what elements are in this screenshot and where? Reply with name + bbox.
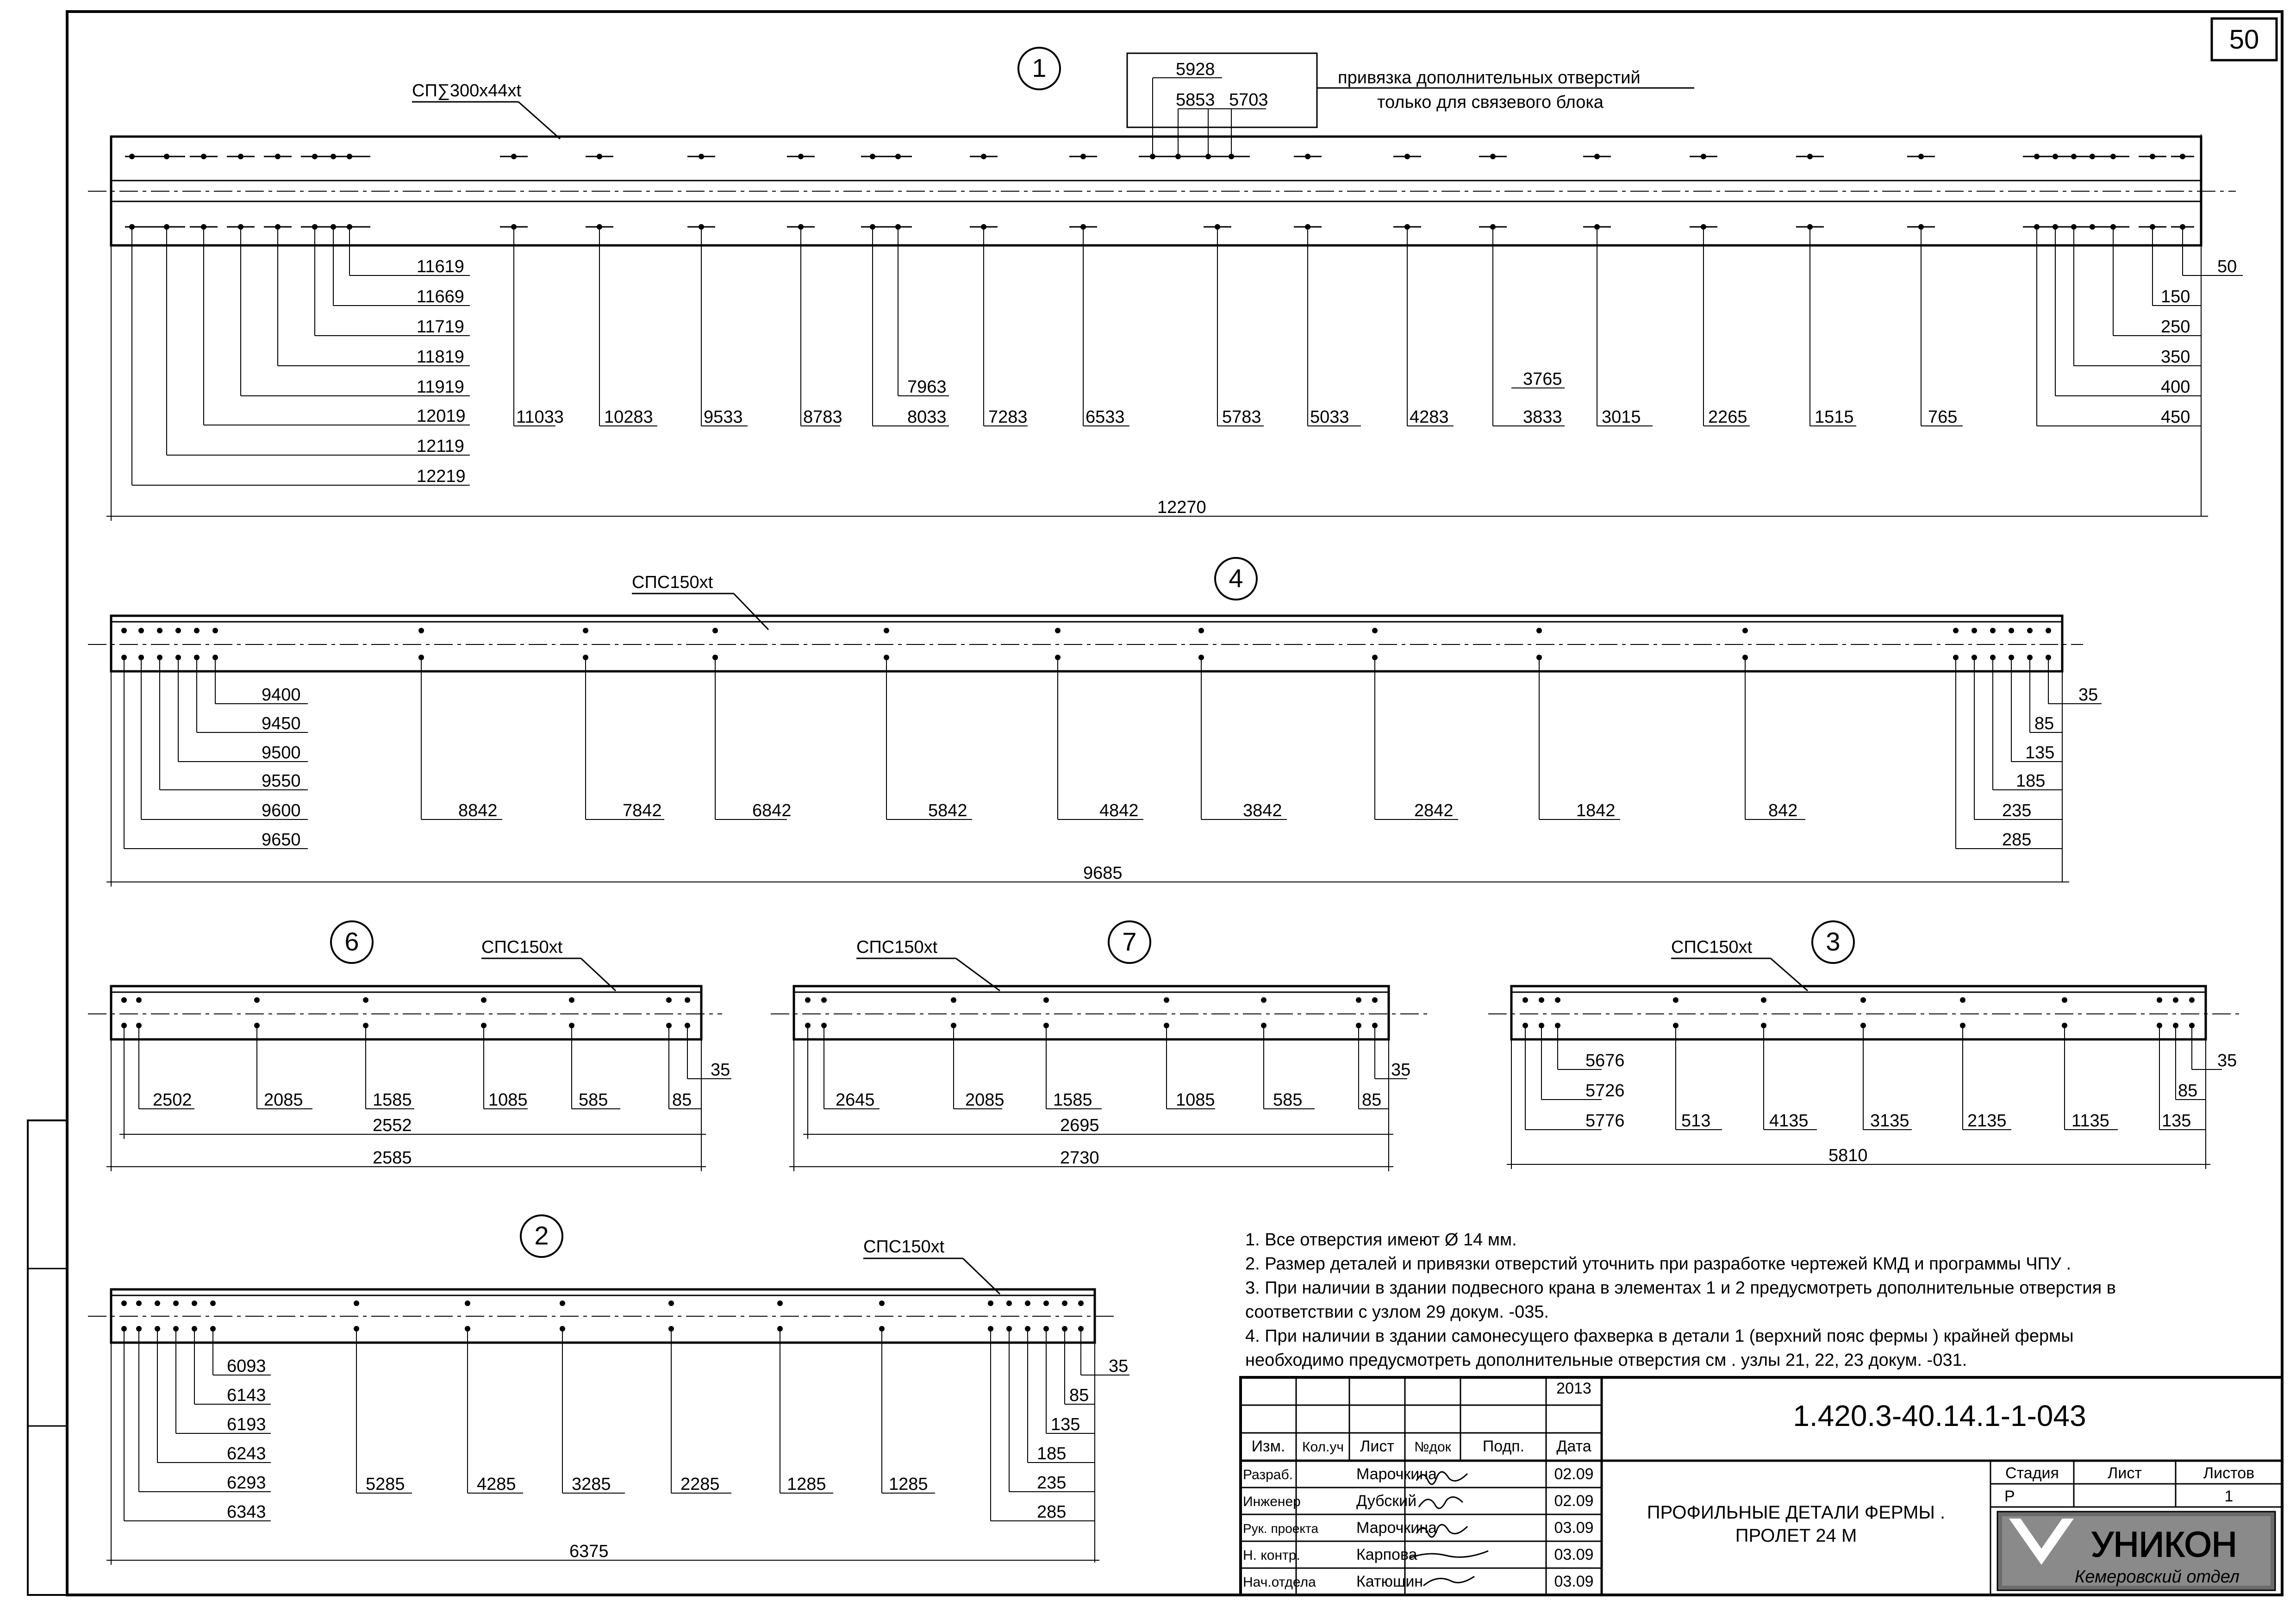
d4-left-dim-4: 9600 bbox=[262, 801, 301, 820]
d1-mid-dim-7: 6533 bbox=[1086, 407, 1125, 427]
d3-mid-dim-4: 1135 bbox=[2071, 1111, 2109, 1131]
d1-left-dim-0: 11619 bbox=[417, 257, 464, 276]
stamp-date-3: 03.09 bbox=[1554, 1546, 1594, 1563]
d3-right-dim-2: 135 bbox=[2162, 1111, 2191, 1131]
d7-mid-dim-2: 1585 bbox=[1053, 1090, 1092, 1110]
note-1: 1. Все отверстия имеют Ø 14 мм. bbox=[1245, 1230, 1517, 1250]
d6-mid-dim-0: 2502 bbox=[153, 1090, 192, 1110]
d3-total: 5810 bbox=[1828, 1146, 1868, 1165]
callout-dim-3: 5703 bbox=[1229, 90, 1268, 110]
callout-dim-2: 5853 bbox=[1176, 90, 1215, 110]
detail-7 bbox=[771, 921, 1430, 1171]
detail-6-number: 6 bbox=[344, 927, 359, 956]
d4-mid-dim-5: 3842 bbox=[1243, 801, 1282, 820]
d1-mid-dim-2: 9533 bbox=[704, 407, 743, 427]
d1-right-dim-3: 350 bbox=[2161, 347, 2190, 367]
d4-left-dim-1: 9450 bbox=[262, 714, 301, 733]
d2-right-dim-1: 85 bbox=[1069, 1386, 1089, 1405]
d1-right-dim-5: 450 bbox=[2161, 407, 2190, 427]
d3-mid-dim-0: 513 bbox=[1681, 1111, 1711, 1131]
d3-mid-dim-3: 2135 bbox=[1967, 1111, 2007, 1131]
d2-left-dim-1: 6143 bbox=[227, 1386, 266, 1405]
d7-mid-dim-5: 85 bbox=[1362, 1090, 1382, 1110]
d1-right-dim-1: 150 bbox=[2161, 287, 2190, 306]
d2-mid-dim-5: 1285 bbox=[889, 1475, 928, 1494]
detail-7-profile: СПС150xt bbox=[856, 938, 938, 957]
d1-left-dim-1: 11669 bbox=[417, 287, 464, 306]
detail-3-profile: СПС150xt bbox=[1671, 938, 1753, 957]
notes bbox=[1245, 1230, 2116, 1370]
d1-left-dim-5: 12019 bbox=[417, 406, 466, 426]
note-4a: 4. При наличии в здании самонесущего фахверка в детали 1 (верхний пояс фермы ) крайней фермы bbox=[1245, 1326, 2074, 1346]
d4-right-dim-3: 185 bbox=[2016, 771, 2046, 791]
d1-left-dim-3: 11819 bbox=[417, 347, 464, 367]
d3-left-dim-1: 5726 bbox=[1585, 1081, 1625, 1100]
stamp-hdr-5: Дата bbox=[1556, 1438, 1591, 1455]
stamp-hdr-4: Подп. bbox=[1482, 1438, 1525, 1455]
sheets-value: 1 bbox=[2224, 1488, 2234, 1505]
d3-right-dim-1: 85 bbox=[2178, 1081, 2198, 1100]
detail-1-mid-dim-lines bbox=[514, 227, 1963, 426]
department-name: Кемеровский отдел bbox=[2075, 1567, 2240, 1587]
d1-mid-dim-5: 8033 bbox=[907, 407, 947, 427]
d2-right-dim-5: 285 bbox=[1037, 1502, 1067, 1522]
d7-mid-dim-1: 2085 bbox=[965, 1090, 1004, 1110]
d4-right-dim-0: 35 bbox=[2078, 685, 2098, 705]
detail-4-beam bbox=[111, 616, 2062, 671]
callout-text-2: только для связевого блока bbox=[1377, 93, 1603, 112]
d4-mid-dim-8: 842 bbox=[1768, 801, 1798, 820]
d3-left-dim-0: 5676 bbox=[1585, 1051, 1625, 1070]
detail-7-beam bbox=[794, 986, 1389, 1039]
d2-left-dim-0: 6093 bbox=[227, 1357, 266, 1376]
stamp-name-4: Катюшин bbox=[1356, 1573, 1423, 1590]
d2-total: 6375 bbox=[569, 1542, 609, 1561]
d3-left-dim-2: 5776 bbox=[1585, 1111, 1625, 1131]
d1-mid-dim-6: 7283 bbox=[988, 407, 1028, 427]
detail-6 bbox=[88, 921, 731, 1171]
d7-mid-dim-4: 585 bbox=[1273, 1090, 1303, 1110]
stage-label: Стадия bbox=[2005, 1464, 2059, 1482]
title-block bbox=[1241, 1377, 2282, 1595]
d1-mid-dim-11: 3765 bbox=[1523, 369, 1562, 389]
d7-mid-dim-0: 2645 bbox=[836, 1090, 875, 1110]
d6-mid-dim-3: 1085 bbox=[488, 1090, 528, 1110]
detail-3 bbox=[1488, 921, 2240, 1169]
detail-1-number: 1 bbox=[1032, 53, 1047, 82]
d1-right-dim-0: 50 bbox=[2217, 257, 2237, 276]
stamp-hdr-3: №док bbox=[1414, 1439, 1451, 1455]
detail-4-dim-lines bbox=[106, 657, 2102, 887]
callout-dim-1: 5928 bbox=[1176, 60, 1215, 79]
d4-mid-dim-3: 5842 bbox=[928, 801, 967, 820]
detail-6-holes bbox=[121, 997, 690, 1028]
detail-6-profile: СПС150xt bbox=[481, 938, 563, 957]
d4-left-dim-5: 9650 bbox=[262, 830, 301, 850]
sheet-title-2: ПРОЛЕТ 24 М bbox=[1735, 1525, 1857, 1546]
stamp-name-2: Марочкина bbox=[1356, 1519, 1437, 1537]
stamp-role-3: Н. контр. bbox=[1243, 1548, 1300, 1563]
d2-mid-dim-4: 1285 bbox=[787, 1475, 826, 1494]
d4-total: 9685 bbox=[1083, 863, 1123, 883]
d2-right-dim-3: 185 bbox=[1037, 1444, 1067, 1463]
d4-mid-dim-4: 4842 bbox=[1099, 801, 1139, 820]
d6-mid-dim-2: 1585 bbox=[373, 1090, 412, 1110]
note-3b: соответствии с узлом 29 докум. -035. bbox=[1245, 1302, 1549, 1322]
d1-left-dim-7: 12219 bbox=[417, 467, 466, 486]
page-number: 50 bbox=[2229, 25, 2259, 55]
stamp-hdr-2: Лист bbox=[1360, 1438, 1394, 1455]
d7-mid-dim-3: 1085 bbox=[1176, 1090, 1215, 1110]
sheet-code: 1.420.3-40.14.1-1-043 bbox=[1793, 1399, 2086, 1432]
d2-mid-dim-0: 5285 bbox=[366, 1475, 405, 1494]
detail-1-callout-box bbox=[1127, 53, 1317, 127]
callout-text-1: привязка дополнительных отверстий bbox=[1338, 68, 1641, 88]
d2-left-dim-2: 6193 bbox=[227, 1415, 266, 1434]
d7-sub-total: 2695 bbox=[1060, 1116, 1099, 1135]
d6-mid-dim-5: 85 bbox=[672, 1090, 692, 1110]
detail-4 bbox=[88, 558, 2102, 887]
detail-4-number: 4 bbox=[1229, 563, 1243, 593]
d4-right-dim-2: 135 bbox=[2025, 743, 2055, 763]
d1-mid-dim-12: 3833 bbox=[1523, 407, 1562, 427]
detail-3-beam bbox=[1511, 986, 2206, 1039]
d2-right-dim-0: 35 bbox=[1109, 1357, 1129, 1376]
sheet-label: Лист bbox=[2108, 1464, 2142, 1482]
sheet-year: 2013 bbox=[1556, 1380, 1591, 1397]
stamp-date-1: 02.09 bbox=[1554, 1492, 1594, 1510]
detail-7-number: 7 bbox=[1122, 927, 1137, 956]
d1-mid-dim-13: 3015 bbox=[1602, 407, 1641, 427]
stamp-date-2: 03.09 bbox=[1554, 1519, 1594, 1537]
d1-mid-dim-9: 5033 bbox=[1310, 407, 1349, 427]
stamp-role-0: Разраб. bbox=[1243, 1467, 1293, 1482]
note-4b: необходимо предусмотреть дополнительные отверстия см . узлы 21, 22, 23 докум. -031. bbox=[1245, 1350, 1967, 1370]
stamp-name-0: Марочкина bbox=[1356, 1465, 1437, 1483]
detail-1 bbox=[88, 48, 2243, 521]
stage-value: Р bbox=[2004, 1488, 2015, 1505]
detail-2 bbox=[88, 1215, 1129, 1565]
d1-mid-dim-10: 4283 bbox=[1410, 407, 1449, 427]
stamp-role-1: Инженер bbox=[1243, 1494, 1301, 1509]
d2-right-dim-4: 235 bbox=[1037, 1473, 1067, 1493]
d4-mid-dim-0: 8842 bbox=[458, 801, 498, 820]
stamp-hdr-1: Кол.уч bbox=[1302, 1439, 1344, 1455]
stamp-date-4: 03.09 bbox=[1554, 1573, 1594, 1590]
d2-left-dim-4: 6293 bbox=[227, 1473, 266, 1493]
d6-mid-dim-1: 2085 bbox=[264, 1090, 303, 1110]
d1-mid-dim-3: 8783 bbox=[803, 407, 842, 427]
d4-mid-dim-6: 2842 bbox=[1414, 801, 1454, 820]
binding-strip bbox=[28, 1120, 67, 1595]
d4-left-dim-3: 9550 bbox=[262, 771, 301, 791]
detail-6-dim-lines bbox=[106, 1025, 731, 1171]
sheet-title-1: ПРОФИЛЬНЫЕ ДЕТАЛИ ФЕРМЫ . bbox=[1647, 1502, 1946, 1523]
d7-total: 2730 bbox=[1060, 1148, 1099, 1168]
detail-7-holes bbox=[805, 997, 1378, 1028]
detail-1-profile: СП∑300х44xt bbox=[412, 81, 522, 100]
d4-right-dim-1: 85 bbox=[2034, 714, 2054, 733]
detail-2-number: 2 bbox=[534, 1221, 549, 1250]
d4-mid-dim-7: 1842 bbox=[1576, 801, 1616, 820]
stamp-name-3: Карпова bbox=[1356, 1546, 1417, 1563]
stamp-role-2: Рук. проекта bbox=[1243, 1521, 1319, 1536]
d2-left-dim-3: 6243 bbox=[227, 1444, 266, 1463]
d4-mid-dim-1: 7842 bbox=[623, 801, 662, 820]
d6-right-dim-0: 35 bbox=[711, 1060, 730, 1080]
note-3a: 3. При наличии в здании подвесного крана в элементах 1 и 2 предусмотреть дополнительные отверстия в bbox=[1245, 1278, 2116, 1298]
d1-left-dim-6: 12119 bbox=[417, 437, 464, 456]
d1-right-dim-2: 250 bbox=[2161, 317, 2190, 337]
d3-mid-dim-2: 3135 bbox=[1870, 1111, 1909, 1131]
sheets-label: Листов bbox=[2203, 1464, 2255, 1482]
d1-total: 12270 bbox=[1157, 498, 1206, 517]
detail-3-number: 3 bbox=[1826, 927, 1841, 956]
d1-mid-dim-15: 1515 bbox=[1815, 407, 1854, 427]
d7-right-dim-0: 35 bbox=[1391, 1060, 1411, 1080]
d2-mid-dim-1: 4285 bbox=[477, 1475, 516, 1494]
d1-mid-dim-8: 5783 bbox=[1222, 407, 1261, 427]
d1-mid-dim-16: 765 bbox=[1928, 407, 1958, 427]
d1-mid-dim-0: 11033 bbox=[516, 407, 564, 427]
d1-mid-dim-1: 10283 bbox=[604, 407, 653, 427]
stamp-hdr-0: Изм. bbox=[1251, 1438, 1285, 1455]
d3-right-dim-0: 35 bbox=[2217, 1051, 2237, 1070]
d2-right-dim-2: 135 bbox=[1051, 1415, 1080, 1434]
stamp-date-0: 02.09 bbox=[1554, 1465, 1594, 1483]
d2-left-dim-5: 6343 bbox=[227, 1502, 266, 1522]
d2-mid-dim-3: 2285 bbox=[680, 1475, 720, 1494]
detail-2-profile: СПС150xt bbox=[863, 1237, 945, 1257]
stamp-name-1: Дубский bbox=[1356, 1492, 1417, 1510]
d4-left-dim-2: 9500 bbox=[262, 743, 301, 763]
d1-left-dim-2: 11719 bbox=[417, 317, 464, 337]
detail-6-beam bbox=[111, 986, 701, 1039]
d2-mid-dim-2: 3285 bbox=[572, 1475, 611, 1494]
d1-mid-dim-14: 2265 bbox=[1708, 407, 1747, 427]
note-2: 2. Размер деталей и привязки отверстий уточнить при разработке чертежей КМД и программы ЧПУ . bbox=[1245, 1254, 2071, 1274]
d6-sub-total: 2552 bbox=[373, 1116, 412, 1135]
d1-right-dim-4: 400 bbox=[2161, 377, 2190, 397]
detail-3-holes bbox=[1522, 997, 2195, 1028]
d4-right-dim-4: 235 bbox=[2002, 801, 2032, 820]
d4-mid-dim-2: 6842 bbox=[752, 801, 792, 820]
d1-left-dim-4: 11919 bbox=[417, 377, 464, 397]
d1-mid-dim-4: 7963 bbox=[907, 377, 947, 397]
detail-4-profile: СПС150xt bbox=[632, 573, 713, 592]
stamp-role-4: Нач.отдела bbox=[1243, 1575, 1316, 1590]
d6-mid-dim-4: 585 bbox=[579, 1090, 608, 1110]
d3-mid-dim-1: 4135 bbox=[1769, 1111, 1809, 1131]
d4-left-dim-0: 9400 bbox=[262, 685, 301, 705]
company-name: УНИКОН bbox=[2091, 1525, 2237, 1564]
d6-total: 2585 bbox=[373, 1148, 412, 1168]
d4-right-dim-5: 285 bbox=[2002, 830, 2032, 850]
